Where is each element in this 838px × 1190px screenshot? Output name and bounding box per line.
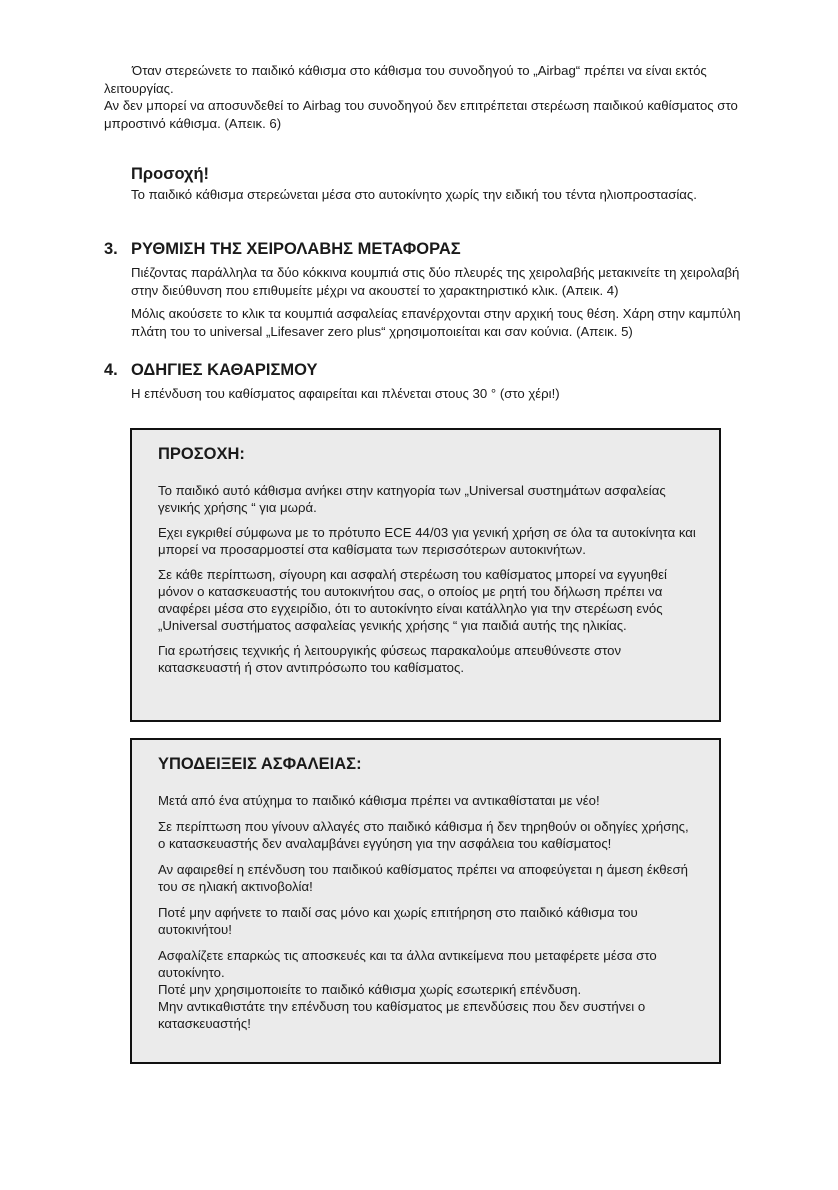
airbag-paragraph-2: Αν δεν μπορεί να αποσυνδεθεί το Airbag του συνοδηγού δεν επιτρέπεται στερέωση παιδικού καθίσματος στο μπροστινό κάθισμα. (Απεικ. 6) bbox=[104, 98, 738, 131]
section-4-title: ΟΔΗΓΙΕΣ ΚΑΘΑΡΙΣΜΟΥ bbox=[131, 361, 318, 379]
section-4-paragraph-1: Η επένδυση του καθίσματος αφαιρείται και πλένεται στους 30 ° (στο χέρι!) bbox=[131, 386, 560, 401]
airbag-paragraph-1: Όταν στερεώνετε το παιδικό κάθισμα στο κάθισμα του συνοδηγού το „Airbag“ πρέπει να είναι εκτός λειτουργίας. bbox=[104, 63, 707, 96]
section-3-number: 3. bbox=[104, 240, 118, 258]
safety-tip-5: Ασφαλίζετε επαρκώς τις αποσκευές και τα άλλα αντικείμενα που μεταφέρετε μέσα στο αυτοκίνητο. bbox=[158, 948, 657, 980]
warning-paragraph-2: Εχει εγκριθεί σύμφωνα με το πρότυπο ECE 44/03 για γενική χρήση σε όλα τα αυτοκίνητα και μπορεί να προσαρμοστεί στα καθίσματα των περισσότερων αυτοκινήτων. bbox=[158, 525, 696, 557]
safety-tip-4: Ποτέ μην αφήνετε το παιδί σας μόνο και χωρίς επιτήρηση στο παιδικό κάθισμα του αυτοκινήτου! bbox=[158, 905, 638, 937]
section-3-paragraph-1: Πιέζοντας παράλληλα τα δύο κόκκινα κουμπιά στις δύο πλευρές της χειρολαβής μετακινείτε τη χειρολαβή στην διεύθυνση που επιθυμείτε μέχρι να ακουστεί το χαρακτηριστικό κλικ. (Απεικ. 4) bbox=[131, 265, 740, 298]
warning-box bbox=[130, 428, 721, 722]
attention-heading: Προσοχή! bbox=[131, 165, 210, 183]
section-handle-adjustment bbox=[104, 239, 764, 340]
section-3-title: ΡΥΘΜΙΣΗ ΤΗΣ ΧΕΙΡΟΛΑΒΗΣ ΜΕΤΑΦΟΡΑΣ bbox=[131, 240, 461, 258]
safety-tip-6: Ποτέ μην χρησιμοποιείτε το παιδικό κάθισμα χωρίς εσωτερική επένδυση. bbox=[158, 982, 582, 997]
section-4-content bbox=[131, 385, 764, 403]
section-3-heading bbox=[104, 239, 764, 259]
warning-paragraph-3: Σε κάθε περίπτωση, σίγουρη και ασφαλή στερέωση του καθίσματος μπορεί να εγγυηθεί μόνον ο κατασκευαστής του αυτοκινήτου σας, ο οποίος με ρητή του δήλωση πρέπει να αναφέρει μέσα στο εγχειρίδιο, ότι το αυτοκίνητο είναι κατάλληλο για την στερέωση ενός „Universal συστήματος ασφαλείας γενικής χρήσης “ για παιδιά αυτής της ηλικίας. bbox=[158, 567, 667, 633]
attention-note bbox=[104, 164, 764, 204]
safety-tip-1: Μετά από ένα ατύχημα το παιδικό κάθισμα πρέπει να αντικαθίσταται με νέο! bbox=[158, 793, 600, 808]
safety-tip-2: Σε περίπτωση που γίνουν αλλαγές στο παιδικό κάθισμα ή δεν τηρηθούν οι οδηγίες χρήσης, ο κατασκευαστής δεν αναλαμβάνει εγγύηση για την ασφάλεια του καθίσματος! bbox=[158, 819, 689, 851]
safety-tip-7: Μην αντικαθιστάτε την επένδυση του καθίσματος με επενδύσεις που δεν συστήνει ο κατασκευαστής! bbox=[158, 999, 646, 1031]
safety-tip-3: Αν αφαιρεθεί η επένδυση του παιδικού καθίσματος πρέπει να αποφεύγεται η άμεση έκθεσή του σε ηλιακή ακτινοβολία! bbox=[158, 862, 688, 894]
section-4-heading bbox=[104, 360, 764, 380]
section-4-number: 4. bbox=[104, 361, 118, 379]
section-3-paragraph-2: Μόλις ακούσετε το κλικ τα κουμπιά ασφαλείας επανέρχονται στην αρχική τους θέση. Χάρη στην καμπύλη πλάτη του το universal „Lifesaver zero plus“ χρησιμοποιείται και σαν κούνια. (Απεικ. 5) bbox=[131, 306, 741, 339]
warning-box-title: ΠΡΟΣΟΧΗ: bbox=[158, 445, 245, 463]
section-3-content bbox=[131, 264, 764, 340]
warning-paragraph-4: Για ερωτήσεις τεχνικής ή λειτουργικής φύσεως παρακαλούμε απευθύνεστε στον κατασκευαστή ή στον αντιπρόσωπο του καθίσματος. bbox=[158, 643, 622, 675]
safety-tips-title: ΥΠΟΔΕΙΞΕΙΣ ΑΣΦΑΛΕΙΑΣ: bbox=[158, 755, 362, 773]
warning-paragraph-1: Το παιδικό αυτό κάθισμα ανήκει στην κατηγορία των „Universal συστημάτων ασφαλείας γενικής χρήσης “ για μωρά. bbox=[158, 483, 666, 515]
attention-text: Το παιδικό κάθισμα στερεώνεται μέσα στο αυτοκίνητο χωρίς την ειδική του τέντα ηλιοπροστασίας. bbox=[131, 187, 697, 202]
section-cleaning bbox=[104, 360, 764, 403]
safety-tips-box bbox=[130, 738, 721, 1064]
airbag-intro bbox=[104, 62, 764, 132]
